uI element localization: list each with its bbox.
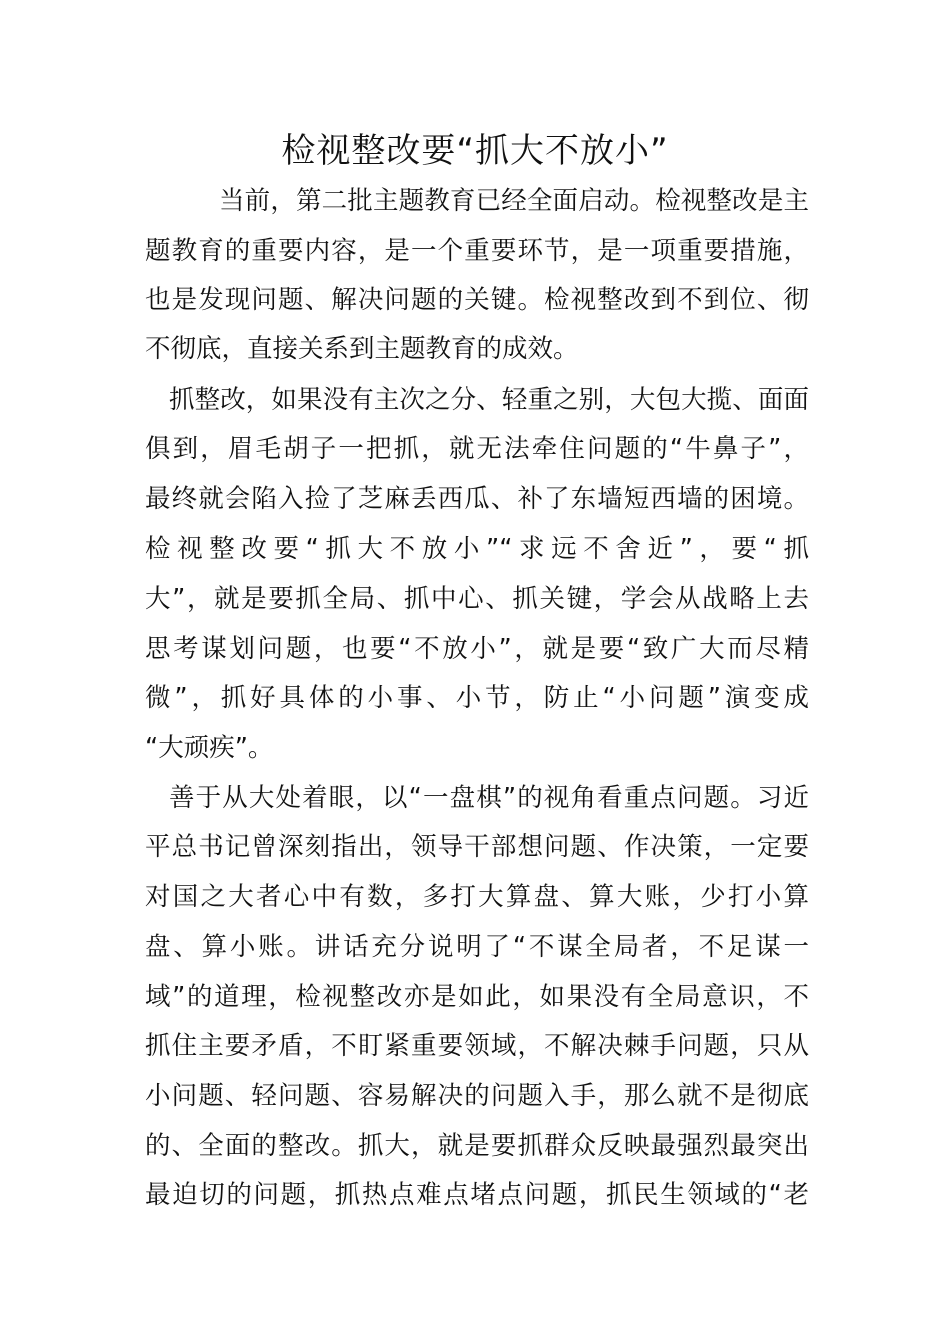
text-line: 小问题、轻问题、容易解决的问题入手，那么就不是彻底: [145, 1081, 809, 1111]
text-line: 善于从大处着眼，以“一盘棋”的视角看重点问题。习近: [169, 783, 809, 813]
text-line: 抓整改，如果没有主次之分、轻重之别，大包大揽、面面: [169, 385, 809, 415]
text-line: 域”的道理，检视整改亦是如此，如果没有全局意识，不: [145, 982, 809, 1012]
text-line: 俱到，眉毛胡子一把抓，就无法牵住问题的“牛鼻子”，: [145, 434, 809, 464]
text-line: 大”，就是要抓全局、抓中心、抓关键，学会从战略上去: [145, 584, 809, 614]
text-line: 的、全面的整改。抓大，就是要抓群众反映最强烈最突出: [145, 1131, 809, 1161]
text-line: 对国之大者心中有数，多打大算盘、算大账，少打小算: [145, 882, 809, 912]
text-line: 思考谋划问题，也要“不放小”，就是要“致广大而尽精: [145, 634, 809, 664]
text-line: 平总书记曾深刻指出，领导干部想问题、作决策，一定要: [145, 832, 809, 862]
text-line: 不彻底，直接关系到主题教育的成效。: [145, 334, 579, 364]
text-line: 盘、算小账。讲话充分说明了“不谋全局者，不足谋一: [145, 932, 809, 962]
text-line: 最终就会陷入捡了芝麻丢西瓜、补了东墙短西墙的困境。: [145, 484, 809, 514]
text-line: 检视整改要“抓大不放小”“求远不舍近”，要“抓: [145, 534, 809, 564]
text-line: 抓住主要矛盾，不盯紧重要领域，不解决棘手问题，只从: [145, 1031, 809, 1061]
text-line: 当前，第二批主题教育已经全面启动。检视整改是主: [219, 186, 809, 216]
text-line: “大顽疾”。: [145, 733, 274, 763]
text-line: 微”，抓好具体的小事、小节，防止“小问题”演变成: [145, 683, 809, 713]
text-line: 最迫切的问题，抓热点难点堵点问题，抓民生领域的“老: [145, 1180, 809, 1210]
text-line: 也是发现问题、解决问题的关键。检视整改到不到位、彻: [145, 285, 809, 315]
text-line: 题教育的重要内容，是一个重要环节，是一项重要措施，: [145, 236, 809, 266]
document-title: 检视整改要“抓大不放小”: [281, 131, 669, 171]
